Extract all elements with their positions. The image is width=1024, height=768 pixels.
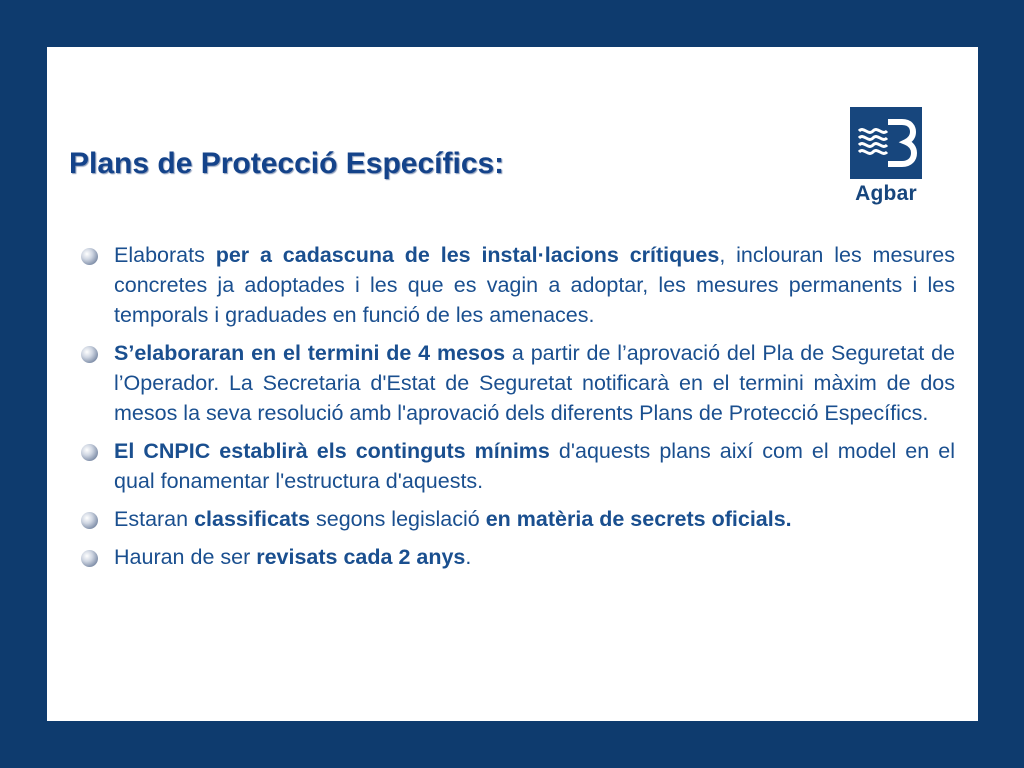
text-segment: Elaborats (114, 243, 216, 267)
bold-text-segment: El CNPIC establirà els continguts mínims (114, 439, 550, 463)
agbar-logo (848, 107, 924, 206)
sphere-bullet-icon (81, 512, 98, 529)
logo-text: Agbar (855, 182, 917, 205)
bullet-item (81, 504, 955, 534)
sphere-bullet-icon (81, 248, 98, 265)
bold-text-segment: en matèria de secrets oficials. (485, 507, 792, 531)
bold-text-segment: S’elaboraran en el termini de 4 mesos (114, 341, 506, 365)
slide (47, 47, 978, 721)
text-segment: segons legislació (310, 507, 486, 531)
bold-text-segment: per a cadascuna de les instal·lacions crítiques (215, 243, 720, 267)
slide-title: Plans de Protecció Específics: (69, 147, 505, 180)
text-segment: a partir de l’aprovació del Pla de Seguretat de l’Operador. La Secretaria d'Estat de Seguretat notificarà en el termini màxim de dos mesos la seva resolució amb l'aprovació dels diferents Plans de Protecció Específics. (114, 341, 955, 425)
bullet-item (81, 542, 955, 572)
sphere-bullet-icon (81, 550, 98, 567)
bullet-item (81, 436, 955, 496)
text-segment: Estaran (114, 507, 195, 531)
text-segment: , inclouran les mesures concretes ja adoptades i les que es vagin a adoptar, les mesures permanents i les temporals i graduades en funció de les amenaces. (114, 243, 955, 327)
bullet-list (81, 240, 955, 580)
text-segment: . (465, 545, 472, 569)
sphere-bullet-icon (81, 346, 98, 363)
bullet-item (81, 338, 955, 428)
text-segment: d'aquests plans així com el model en el qual fonamentar l'estructura d'aquests. (114, 439, 955, 493)
bold-text-segment: revisats cada 2 anys (256, 545, 466, 569)
text-segment: Hauran de ser (114, 545, 257, 569)
bold-text-segment: classificats (194, 507, 311, 531)
sphere-bullet-icon (81, 444, 98, 461)
agbar-logo-icon (850, 107, 922, 179)
bullet-item (81, 240, 955, 330)
